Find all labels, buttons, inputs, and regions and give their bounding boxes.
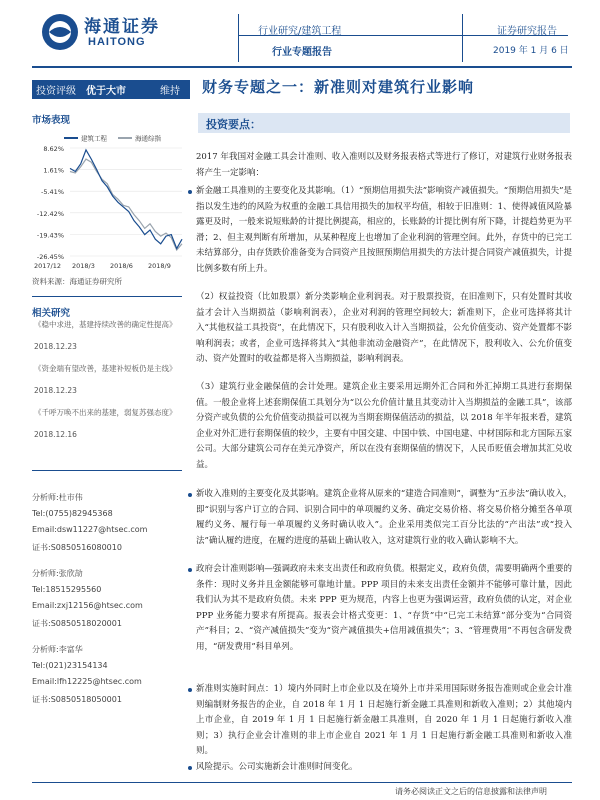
header-divider-1	[238, 14, 239, 62]
analyst-tel: Tel:(021)23154134	[32, 660, 108, 670]
analyst-cert: 证书:S0850518050001	[32, 694, 122, 704]
p2-text: （2）权益投资（比如股票）新分类影响企业利润表。对于股票投资，在旧准则下，只有处置时其收益才会计入当期损益（影响利润表），企业对利润的管理空间较大；新准则下，企业可选择将其计入“其他权益工具投资”，在此情况下，只有股利收入计入当期损益，公允价值变动、资产处置都不影响利润表；或者，企业可选择将其入“其他非流动金融资产”，在此情况下，股利收入、公允价值变动、资产处置时的收益都是将入当期损益，影响利润表。	[196, 292, 572, 365]
related-report-date: 2018.12.23	[34, 386, 77, 395]
rating-value: 优于大市	[86, 86, 126, 97]
analyst-email[interactable]: Email:dsw11227@htsec.com	[32, 525, 148, 534]
y-tick-label: 8.62%	[43, 145, 64, 153]
section-government-accounting	[196, 562, 572, 656]
section-new-revenue-standard	[196, 487, 572, 549]
related-report-3[interactable]: 《千呼万唤不出来的基建，弱复苏强态度》	[34, 408, 177, 417]
analyst-tel: Tel:(0755)82945368	[32, 508, 113, 518]
related-report-1[interactable]: 《稳中求进，基建持续改善的确定性提高》	[34, 320, 177, 329]
p1-text: 新金融工具准则的主要变化及其影响。（1）“预期信用损失法”影响资产减值损失。“预期信用损失”是指以发生违约的风险为权重的金融工具信用损失的加权平均值，相较于旧准则：1、使得减值风险暴露更及时，一般来说短账龄的计提比例提高，相应的，长账龄的计提比例有所下降，计提趋势更为平滑；2、但主观判断有所增加，从某种程度上也增加了企业利润的管理空间。此外，存货中的已完工未结算部分，由存货跌价准备变为合同资产且按照预期信用损失的方法计提合同资产减值损失，计提比例多数有所上升。	[196, 186, 572, 274]
y-tick-label: -26.45%	[36, 253, 64, 261]
sidebar-rule-1	[32, 296, 182, 297]
analyst-name: 分析师:张欣劼	[32, 569, 83, 578]
x-tick-label: 2018/3	[72, 262, 95, 270]
related-report-2[interactable]: 《资金端有望改善，基建补短板仍是主线》	[34, 364, 177, 373]
y-tick-label: -19.43%	[36, 231, 64, 240]
y-tick-label: -5.41%	[41, 188, 64, 197]
logo-text-cn: 海通证券	[84, 17, 160, 37]
x-tick-label: 2018/6	[110, 262, 133, 270]
section-implementation-timeline	[196, 682, 572, 760]
analyst-name: 分析师:李富华	[32, 645, 83, 654]
report-label: 证券研究报告	[497, 26, 557, 37]
y-tick-label: -12.42%	[36, 209, 64, 218]
analyst-email[interactable]: Email:lfh12225@htsec.com	[32, 677, 142, 686]
x-tick-label: 2018/9	[148, 262, 171, 270]
analyst-email[interactable]: Email:zxj12156@htsec.com	[32, 601, 143, 610]
related-research-heading: 相关研究	[32, 308, 71, 319]
intro-paragraph	[196, 150, 572, 181]
analyst-cert: 证书:S0850518020001	[32, 618, 122, 628]
page-title: 财务专题之一：新准则对建筑行业影响	[202, 78, 475, 96]
x-tick-label: 2017/12	[34, 262, 62, 270]
p3-text: （3）建筑行业金融保值的会计处理。建筑企业主要采用远期外汇合同和外汇掉期工具进行套期保值。一般企业将上述套期保值工具划分为“以公允价值计量且其变动计入当期损益的金融工具”，该部分资产或负债的公允价值变动损益可以视为当期套期保值活动的损益，以 2018 年半年报来看，建筑企业对外汇进行套期保值的较少，主要有中国交建、中国中铁、中国电建、中材国际和北方国际五家公司。大部分建筑公司存在美元净资产，所以在没有套期保值的情况下，人民币贬值会增加其汇兑收益。	[196, 382, 572, 470]
section-hedging	[196, 380, 572, 474]
chart-source: 资料来源：海通证券研究所	[32, 277, 122, 286]
section-risk-warning	[196, 760, 572, 776]
p6-text: 新准则实施时间点：1）境内外同时上市企业以及在境外上市并采用国际财务报告准则或企业会计准则编制财务报告的企业，自 2018 年 1 月 1 日起施行新金融工具准则和新收入准则；2）其他境内上市企业，自 2019 年 1 月 1 日起施行新金融工具准则，自 2020 年 1 月 1 日起施行新收入准则；3）执行企业会计准则的非上市企业自 2021 年 1 月 1 日起施行新金融工具准则和新收入准则。	[196, 684, 572, 757]
related-report-date: 2018.12.16	[34, 430, 77, 439]
analyst-name: 分析师:杜市伟	[32, 493, 83, 502]
logo-emblem-icon	[40, 12, 80, 52]
rating-badge	[32, 80, 190, 99]
related-report-date: 2018.12.23	[34, 342, 77, 351]
rating-action: 维持	[160, 86, 180, 97]
intro-text: 2017 年我国对金融工具会计准则、收入准则以及财务报表格式等进行了修订，对建筑行业财务报表将产生一定影响：	[196, 152, 572, 178]
analyst-cert: 证书:S0850516080010	[32, 542, 122, 552]
key-points-label: 投资要点：	[206, 118, 261, 131]
rating-label: 投资评级	[36, 86, 76, 97]
section-equity-investment	[196, 290, 572, 368]
footer-rule	[32, 782, 572, 783]
sidebar-rule-2	[32, 470, 182, 471]
report-type: 行业专题报告	[272, 47, 332, 58]
p4-text: 新收入准则的主要变化及其影响。建筑企业将从原来的“建造合同准则”，调整为“五步法”确认收入，即“识别与客户订立的合同、识别合同中的单项履约义务、确定交易价格、将交易价格分摊至各单项履约义务、履行每一单项履约义务时确认收入”。企业采用类似完工百分比法的“产出法”或“投入法”确认履约进度，在履约进度的基础上确认收入，这对建筑行业的收入确认影响不大。	[196, 489, 572, 546]
legend-label: 建筑工程	[81, 134, 107, 143]
report-category: 行业研究/建筑工程	[258, 26, 342, 37]
analyst-tel: Tel:18515295560	[32, 584, 102, 594]
logo-text-en: HAITONG	[88, 36, 146, 48]
market-performance-chart	[22, 128, 192, 270]
section-new-financial-instruments	[196, 184, 572, 278]
footer-disclaimer: 请务必阅读正文之后的信息披露和法律声明	[395, 787, 547, 796]
header-rule	[32, 66, 572, 68]
y-tick-label: 1.61%	[43, 166, 64, 175]
market-performance-heading: 市场表现	[32, 115, 71, 126]
report-date: 2019 年 1 月 6 日	[493, 46, 569, 56]
p7-text: 风险提示。公司实施新会计准则时间变化。	[196, 762, 358, 772]
legend-label: 海通综指	[135, 134, 161, 143]
header-divider-2	[462, 14, 463, 62]
haitong-logo	[40, 10, 160, 54]
p5-text: 政府会计准则影响—强调政府未来支出责任和政府负债。根据定义，政府负债，需要明确两个重要的条件：现时义务并且金额能够可靠地计量。PPP 项目的未来支出责任金额并不能够可靠计量，因此我们认为其不是政府负债。未来 PPP 更为规范，内容上也更为强调运营，政府负债的认定，对企业 PPP 业务能力要求有所提高。报表会计格式变更：1、“存货”中“已完工未结算”部分变为“合同资产”科目；2、“资产减值损失”变为“资产减值损失+信用减值损失”；3、“管理费用”不再包含研发费用，“研发费用”科目单列。	[196, 564, 572, 652]
